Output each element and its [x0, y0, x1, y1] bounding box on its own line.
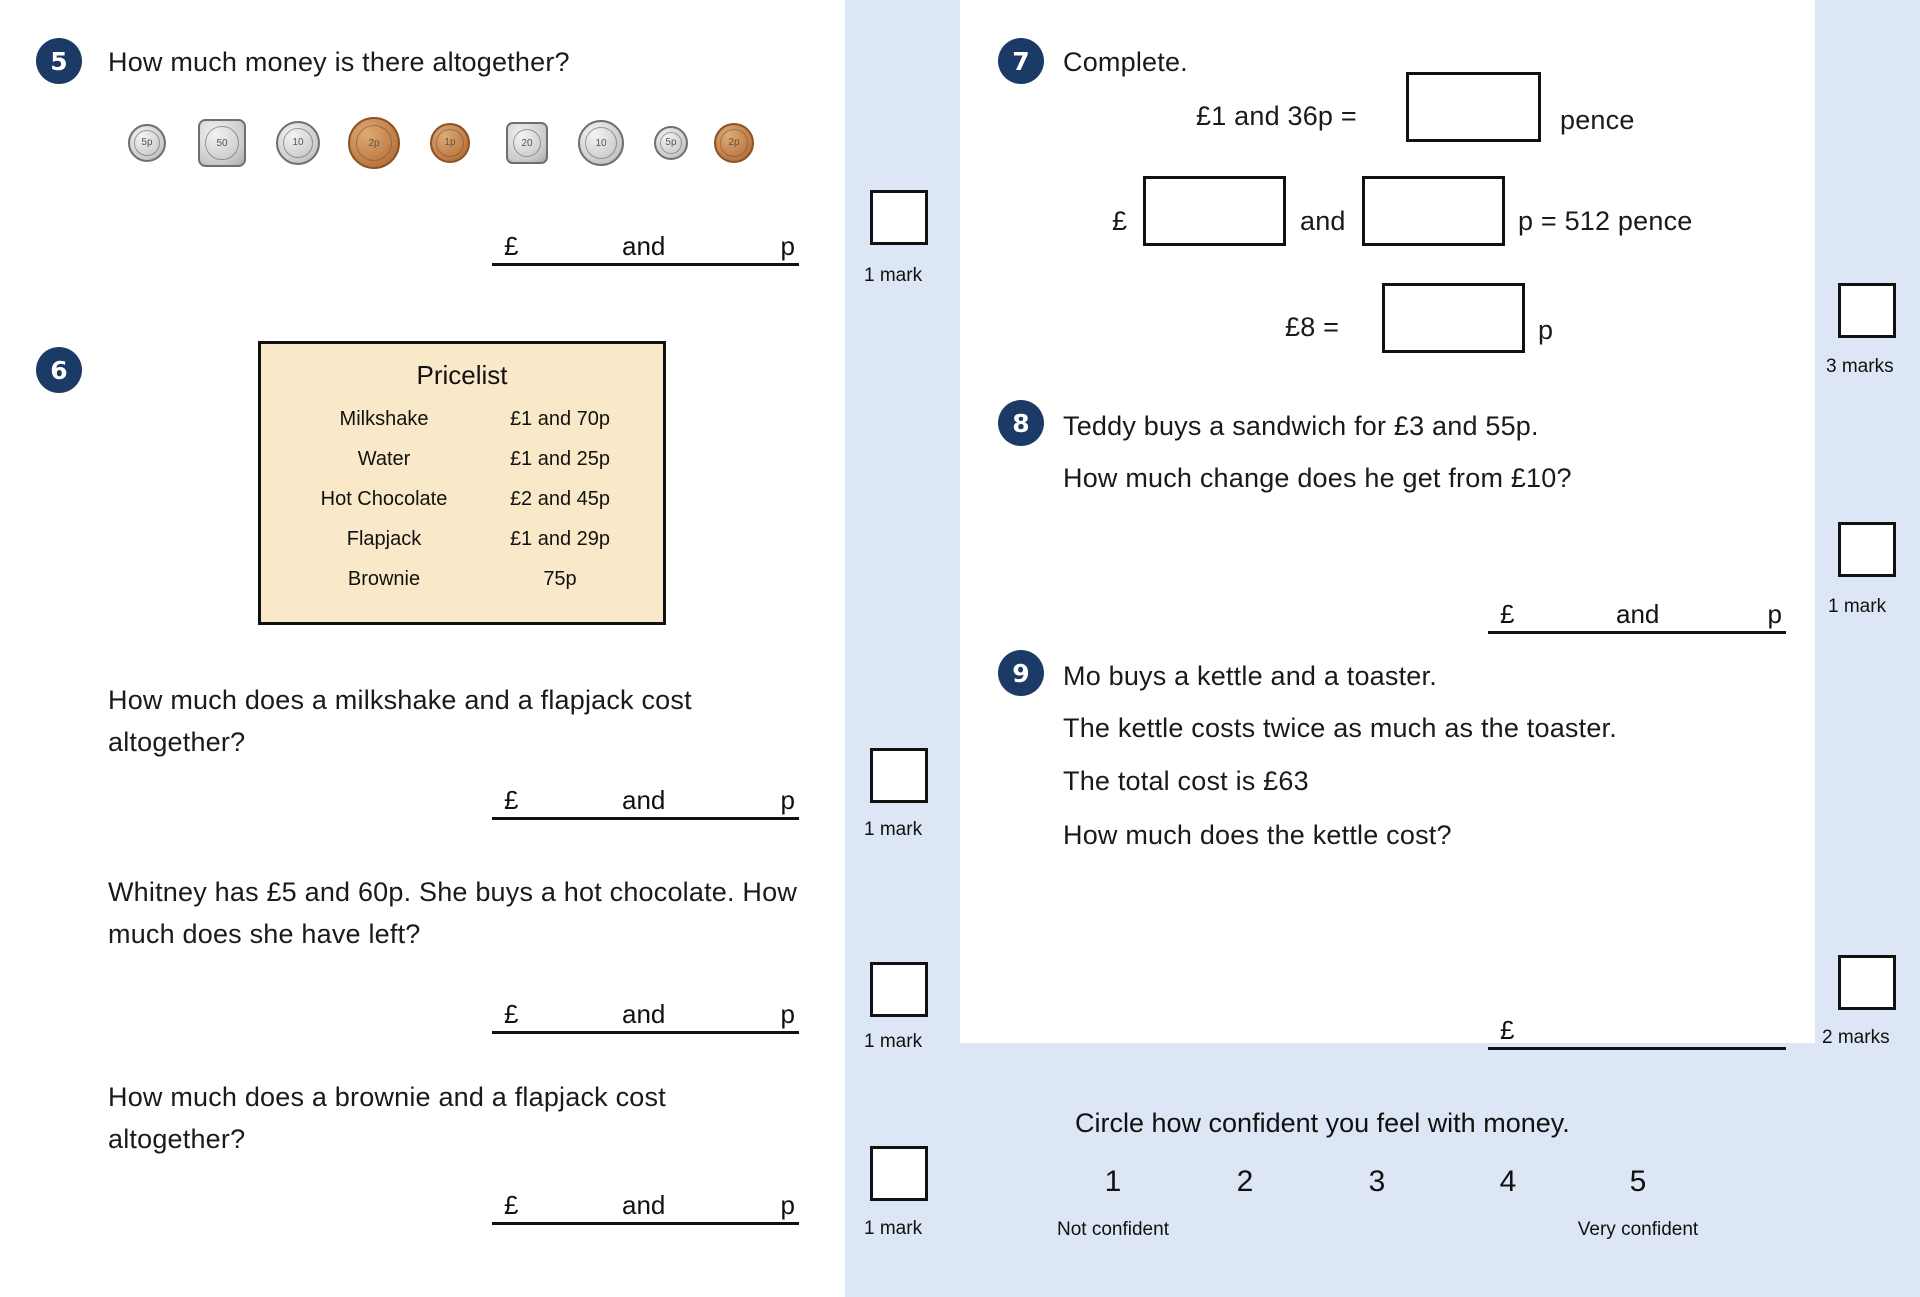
answer-line-q6c[interactable] — [492, 1190, 799, 1225]
confidence-option-5[interactable]: 5 — [1629, 1165, 1647, 1198]
q7-line1-right: pence — [1560, 105, 1635, 135]
pricelist-cost: £1 and 29p — [509, 528, 611, 550]
marklabel-q6a: 1 mark — [864, 819, 923, 840]
markbox-q5[interactable] — [870, 190, 928, 245]
question-6a-text: How much does a milkshake and a flapjack cost altogether? — [108, 685, 692, 757]
q7-line2-rest: p = 512 pence — [1518, 206, 1693, 236]
pricelist-table — [258, 341, 666, 625]
question-number-8: 8 — [998, 400, 1044, 446]
markbox-q6a[interactable] — [870, 748, 928, 803]
answer-and-label: and — [622, 231, 666, 261]
question-9-line2: The kettle costs twice as much as the toaster. — [1063, 713, 1617, 743]
confidence-option-4[interactable]: 4 — [1499, 1165, 1517, 1198]
q7-input-4[interactable] — [1382, 283, 1525, 353]
answer-pound-label: £ — [504, 1190, 519, 1220]
confidence-title: Circle how confident you feel with money. — [1075, 1108, 1570, 1138]
answer-line-q6b[interactable] — [492, 999, 799, 1034]
answer-rule — [1488, 631, 1786, 634]
answer-pence-label: p — [780, 999, 795, 1029]
pricelist-row — [261, 568, 663, 591]
question-8-line1: Teddy buys a sandwich for £3 and 55p. — [1063, 411, 1539, 441]
coin-10p-a: 10 — [276, 121, 320, 165]
marklabel-q5: 1 mark — [864, 265, 923, 286]
q7-input-3[interactable] — [1362, 176, 1505, 246]
question-9-line1: Mo buys a kettle and a toaster. — [1063, 661, 1437, 691]
q7-line3-left: £8 = — [1285, 312, 1340, 342]
coin-5p-b: 5p — [654, 126, 688, 160]
answer-pound-label: £ — [1500, 1015, 1515, 1045]
coin-5p-a: 5p — [128, 124, 166, 162]
answer-line-q6a[interactable] — [492, 785, 799, 820]
coin-50p: 50 — [198, 119, 246, 167]
answer-and-label: and — [622, 1190, 666, 1220]
right-column-panel — [960, 0, 1815, 1043]
pricelist-cost: £2 and 45p — [509, 488, 611, 510]
pricelist-row — [261, 408, 663, 431]
coin-2p-b: 2p — [714, 123, 754, 163]
question-number-6: 6 — [36, 347, 82, 393]
q7-input-1[interactable] — [1406, 72, 1541, 142]
question-number-9: 9 — [998, 650, 1044, 696]
question-number-5: 5 — [36, 38, 82, 84]
marklabel-q6b: 1 mark — [864, 1031, 923, 1052]
question-5-text: How much money is there altogether? — [108, 47, 570, 77]
q7-input-2[interactable] — [1143, 176, 1286, 246]
pricelist-item: Hot Chocolate — [320, 488, 448, 510]
pricelist-cost: £1 and 25p — [509, 448, 611, 470]
coin-2p-a: 2p — [348, 117, 400, 169]
answer-and-label: and — [622, 999, 666, 1029]
q7-line2-pound: £ — [1112, 206, 1128, 236]
pricelist-row — [261, 488, 663, 511]
coin-1p: 1p — [430, 123, 470, 163]
confidence-option-2[interactable]: 2 — [1236, 1165, 1254, 1198]
marklabel-q9: 2 marks — [1822, 1027, 1890, 1048]
answer-line-q8[interactable] — [1488, 599, 1786, 634]
answer-pound-label: £ — [504, 231, 519, 261]
markbox-q7[interactable] — [1838, 283, 1896, 338]
question-9-line3: The total cost is £63 — [1063, 766, 1309, 796]
answer-rule — [1488, 1047, 1786, 1050]
coin-20p: 20 — [506, 122, 548, 164]
answer-rule — [492, 817, 799, 820]
pricelist-title: Pricelist — [416, 360, 508, 390]
answer-line-q9[interactable] — [1488, 1015, 1786, 1050]
answer-line-q5[interactable] — [492, 231, 799, 266]
markbox-q6b[interactable] — [870, 962, 928, 1017]
answer-pence-label: p — [780, 785, 795, 815]
question-number-7: 7 — [998, 38, 1044, 84]
answer-pence-label: p — [780, 1190, 795, 1220]
pricelist-cost: 75p — [543, 568, 577, 590]
pricelist-row — [261, 448, 663, 471]
answer-pound-label: £ — [1500, 599, 1515, 629]
coin-row — [120, 112, 800, 172]
pricelist-item: Water — [357, 448, 411, 470]
confidence-high-label: Very confident — [1577, 1219, 1699, 1240]
coin-10p-b: 10 — [578, 120, 624, 166]
answer-pence-label: p — [780, 231, 795, 261]
pricelist-item: Brownie — [347, 568, 421, 590]
pricelist-item: Milkshake — [339, 408, 429, 430]
answer-pence-label: p — [1767, 599, 1782, 629]
pricelist-cost: £1 and 70p — [509, 408, 611, 430]
question-8-line2: How much change does he get from £10? — [1063, 463, 1572, 493]
answer-pound-label: £ — [504, 785, 519, 815]
q7-line3-right: p — [1538, 315, 1554, 345]
marklabel-q8: 1 mark — [1828, 596, 1887, 617]
answer-rule — [492, 1031, 799, 1034]
marklabel-q6c: 1 mark — [864, 1218, 923, 1239]
answer-rule — [492, 1222, 799, 1225]
markbox-q8[interactable] — [1838, 522, 1896, 577]
confidence-low-label: Not confident — [1057, 1219, 1169, 1240]
markbox-q6c[interactable] — [870, 1146, 928, 1201]
marklabel-q7: 3 marks — [1826, 356, 1894, 377]
q7-line2-and: and — [1300, 206, 1346, 236]
answer-pound-label: £ — [504, 999, 519, 1029]
question-7-text: Complete. — [1063, 47, 1188, 77]
answer-and-label: and — [1616, 599, 1660, 629]
answer-rule — [492, 263, 799, 266]
q7-line1-left: £1 and 36p = — [1196, 101, 1357, 131]
confidence-option-3[interactable]: 3 — [1368, 1165, 1386, 1198]
question-6c-text: How much does a brownie and a flapjack cost altogether? — [108, 1082, 666, 1154]
markbox-q9[interactable] — [1838, 955, 1896, 1010]
answer-and-label: and — [622, 785, 666, 815]
pricelist-item: Flapjack — [346, 528, 422, 550]
pricelist-row — [261, 528, 663, 551]
question-6b-text: Whitney has £5 and 60p. She buys a hot chocolate. How much does she have left? — [108, 877, 798, 949]
confidence-option-1[interactable]: 1 — [1104, 1165, 1122, 1198]
question-9-line4: How much does the kettle cost? — [1063, 820, 1452, 850]
